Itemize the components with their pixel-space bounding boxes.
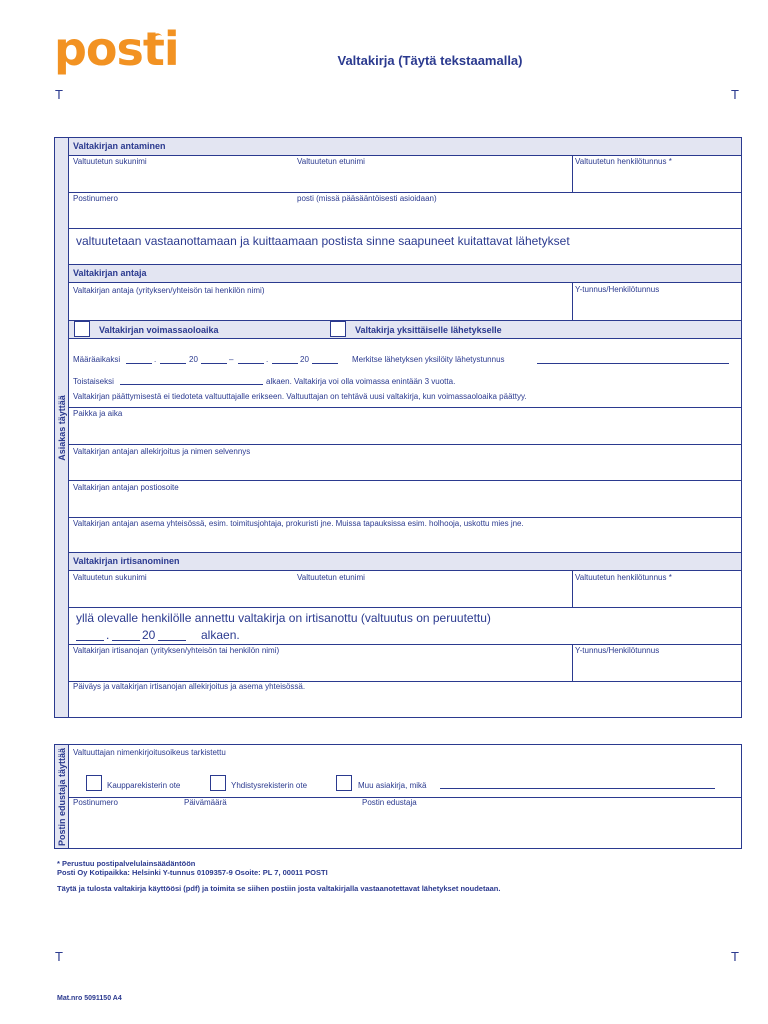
date-range-dash: – [229,355,234,364]
giving-statement: valtuutetaan vastaanottamaan ja kuittaamaan postista sinne saapuneet kuitattavat lähetykset [76,234,570,248]
input-start-day[interactable] [126,355,152,364]
input-end-year[interactable] [312,355,338,364]
label-term-firstname: Valtuutetun etunimi [297,573,365,582]
divider [572,283,573,320]
input-postal-address[interactable] [69,493,741,517]
divider [69,517,741,518]
input-end-month[interactable] [272,355,298,364]
divider [572,156,573,192]
material-number: Mat.nro 5091150 A4 [57,995,122,1002]
input-authorized-ssn[interactable] [575,168,739,191]
input-term-name[interactable] [69,583,569,607]
label-position: Valtakirjan antajan asema yhteisössä, esim. toimitusjohtaja, prokuristi jne. Muissa tapauksissa esim. holhooja, uskottu mies jne. [73,519,524,528]
input-posti-rep[interactable] [362,808,738,846]
input-start-month[interactable] [160,355,186,364]
section-heading-giving: Valtakirjan antaminen [69,138,741,156]
label-surname: Valtuutetun sukunimi [73,157,147,166]
until-further-note: alkaen. Valtakirja voi olla voimassa enintään 3 vuotta. [266,377,456,386]
posti-logo [54,22,179,78]
label-terminator: Valtakirjan irtisanojan (yrityksen/yhteisön tai henkilön nimi) [73,646,280,655]
divider [69,480,741,481]
label-signature: Valtakirjan antajan allekirjoitus ja nimen selvennys [73,447,251,456]
label-ssn: Valtuutetun henkilötunnus * [575,157,672,166]
section-heading-termination: Valtakirjan irtisanominen [69,552,741,571]
input-postcode-post[interactable] [69,204,741,228]
label-trade-register: Kaupparekisterin ote [107,781,181,790]
label-association-register: Yhdistysrekisterin ote [231,781,308,790]
label-posti-postcode: Postinumero [73,798,118,807]
label-firstname: Valtuutetun etunimi [297,157,365,166]
year-prefix: 20 [142,628,156,642]
checkbox-association-register[interactable] [210,775,226,791]
year-prefix: 20 [300,355,309,364]
input-term-month[interactable] [112,631,140,641]
input-position[interactable] [69,529,741,552]
input-date-sign[interactable] [69,692,741,716]
input-authorized-name[interactable] [69,158,569,191]
label-term-from: alkaen. [201,628,240,642]
label-term-surname: Valtuutetun sukunimi [73,573,147,582]
corner-mark-tl: T [55,87,63,102]
label-shipment-id: Merkitse lähetyksen yksilöity lähetystunnus [352,355,505,364]
checkbox-validity-period[interactable] [74,321,90,337]
divider [572,571,573,607]
posti-sidebar-label: Postin edustaja täyttää [56,747,67,846]
company-info: Posti Oy Kotipaikka: Helsinki Y-tunnus 0109357-9 Osoite: PL 7, 00011 POSTI [57,868,328,877]
divider [69,228,741,229]
posti-sidebar [55,745,69,848]
divider [69,192,741,193]
label-place-time: Paikka ja aika [73,409,123,418]
checkbox-trade-register[interactable] [86,775,102,791]
label-until-further: Toistaiseksi [73,377,114,386]
label-postal-address: Valtakirjan antajan postiosoite [73,483,179,492]
input-term-day[interactable] [76,631,104,641]
input-shipment-id[interactable] [537,355,729,364]
label-giver-id: Y-tunnus/Henkilötunnus [575,285,660,294]
corner-mark-tr: T [731,87,739,102]
label-giver-name: Valtakirjan antaja (yrityksen/yhteisön tai henkilön nimi) [73,286,265,295]
customer-sidebar-label: Asiakas täyttää [56,394,67,461]
label-posti-rep: Postin edustaja [362,798,417,807]
date-separator: . [154,355,157,364]
label-validity-period: Valtakirjan voimassaoloaika [99,325,219,335]
input-other-document[interactable] [440,780,715,789]
instructions: Täytä ja tulosta valtakirja käyttöösi (pdf) ja toimita se siihen postiin josta valtakirjalla vastaanotettavat lähetykset noudetaan. [57,884,501,893]
divider [69,444,741,445]
label-check-title: Valtuuttajan nimenkirjoitusoikeus tarkistettu [73,748,226,757]
input-term-year[interactable] [158,631,186,641]
termination-statement: yllä olevalle henkilölle annettu valtakirja on irtisanottu (valtuutus on peruutettu) [76,611,491,625]
checkbox-single-shipment[interactable] [330,321,346,337]
label-posti-date: Päivämäärä [184,798,227,807]
input-until-further-date[interactable] [120,376,263,385]
input-giver-name[interactable] [69,296,569,320]
input-place-time[interactable] [69,419,741,444]
corner-mark-br: T [731,949,739,964]
checkbox-other-document[interactable] [336,775,352,791]
customer-sidebar [55,138,69,717]
corner-mark-bl: T [55,949,63,964]
input-terminator[interactable] [69,656,569,680]
input-start-year[interactable] [201,355,227,364]
divider [69,407,741,408]
label-fixed-term: Määräaikaksi [73,355,121,364]
label-post: posti (missä pääsääntöisesti asioidaan) [297,194,437,203]
year-prefix: 20 [189,355,198,364]
label-single-shipment: Valtakirja yksittäiselle lähetykselle [355,325,502,335]
input-signature[interactable] [69,457,741,480]
divider [69,607,741,608]
label-postcode: Postinumero [73,194,118,203]
logo-text: posti [54,22,179,76]
label-other-document: Muu asiakirja, mikä [358,781,427,790]
divider [69,644,741,645]
page-title: Valtakirja (Täytä tekstaamalla) [337,53,523,68]
input-posti-postcode[interactable] [69,808,179,846]
validity-note: Valtakirjan päättymisestä ei tiedoteta valtuuttajalle erikseen. Valtuuttajan on tehtävä uusi valtakirja, kun voimassaoloaika päättyy. [73,392,527,401]
date-separator: . [106,628,110,642]
input-term-ssn[interactable] [575,583,739,607]
input-giver-id[interactable] [575,296,739,320]
label-term-ssn: Valtuutetun henkilötunnus * [575,573,672,582]
label-terminator-id: Y-tunnus/Henkilötunnus [575,646,660,655]
divider [572,644,573,681]
input-posti-date[interactable] [184,808,354,846]
input-terminator-id[interactable] [575,656,739,680]
logo-swirl-icon [148,30,164,46]
input-end-day[interactable] [238,355,264,364]
footnote: * Perustuu postipalvelulainsäädäntöön [57,859,196,868]
date-separator: . [266,355,269,364]
section-heading-giver: Valtakirjan antaja [69,264,741,283]
label-date-sign: Päiväys ja valtakirjan irtisanojan allekirjoitus ja asema yhteisössä. [73,682,306,691]
